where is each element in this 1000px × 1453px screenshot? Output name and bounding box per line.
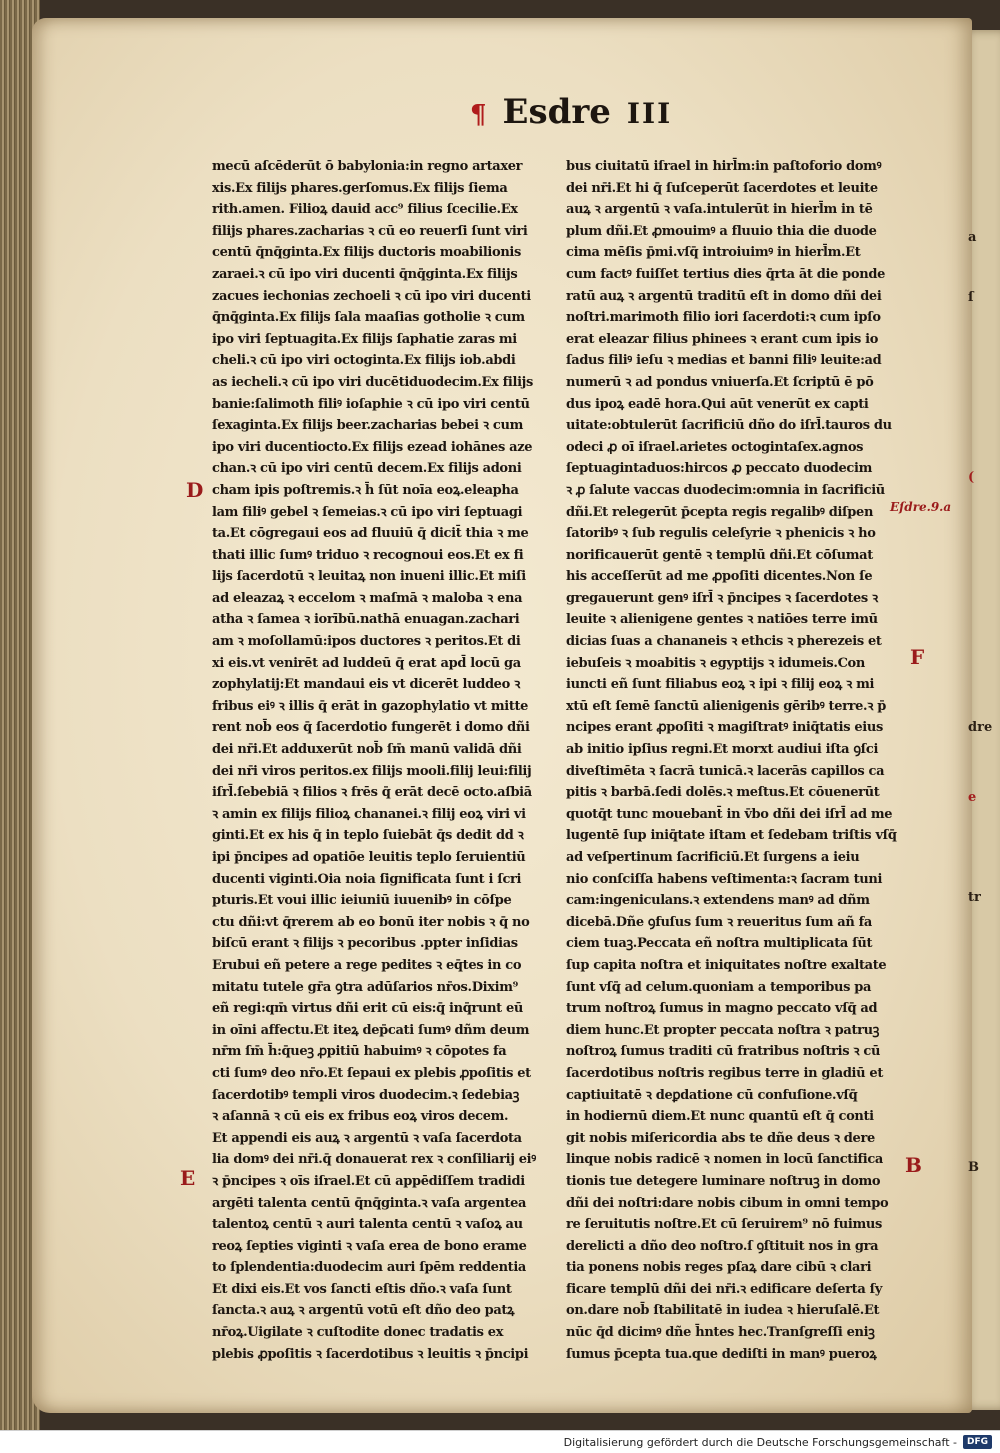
left-column-line: lijs ſacerdotū ꝛ leuitaꝝ non inueni illic.Et miſi <box>212 569 526 585</box>
left-column-line: xi eis.vt venirēt ad luddeū q̄ erat apd̄ locū ga <box>212 655 521 671</box>
left-column-line: plebis ꝓpoſitis ꝛ ſacerdotibus ꝛ leuitis ꝛ p̄ncipi <box>212 1346 529 1362</box>
left-column-line: nr̄oꝝ.Uigilate ꝛ cuſtodite donec tradatis ex <box>212 1325 504 1341</box>
right-column-line: ſumus p̄cepta tua.que dediſti in manꝰ pueroꝝ <box>566 1346 877 1362</box>
right-column-line: diem hunc.Et propter peccata noſtra ꝛ patruꝫ <box>566 1022 880 1038</box>
right-column-line: pitis ꝛ barbā.ſedi dolēs.ꝛ meſtus.Et cōuenerūt <box>566 785 880 801</box>
right-column-line: dei nr̄i.Et hi q̄ ſuſceperūt ſacerdotes et leuite <box>566 180 878 196</box>
right-column-line: ficare templū dñi dei nr̄i.ꝛ edificare deſerta ſy <box>566 1281 883 1297</box>
right-column-line: leuite ꝛ alienigene gentes ꝛ natiōes terre imū <box>566 612 878 628</box>
left-column-line: atha ꝛ ſamea ꝛ iorībū.nathā enuagan.zachari <box>212 612 520 628</box>
facing-page-fragment: dre <box>968 720 993 735</box>
facing-page-fragment: e <box>968 790 977 805</box>
left-column-line: ipi p̄ncipes ad opatiōe leuitis teplo ſeruientiū <box>212 850 526 865</box>
footer-bar <box>0 1430 1000 1453</box>
right-column-line: git nobis miſericordia abs te dñe deus ꝛ dere <box>566 1130 875 1146</box>
left-column-line: thati illic ſumꝰ triduo ꝛ recognoui eos.Et ex fi <box>212 547 524 563</box>
left-column-line: banie:ſalimoth filiꝰ ioſaphie ꝛ cū ipo viri centū <box>212 396 530 412</box>
right-column-line: gregauerunt genꝰ iſrl̄ ꝛ p̄ncipes ꝛ ſacerdotes ꝛ <box>566 590 878 606</box>
left-column-line: eñ regi:qm̄ virtus dñi erit cū eis:q̄ inq̄runt eū <box>212 1001 524 1017</box>
right-column-line: iuncti eñ ſunt filiabus eoꝝ ꝛ ipi ꝛ filij eoꝝ ꝛ mi <box>566 677 875 693</box>
right-column-line: ſunt vſq̄ ad celum.quoniam a temporibus pa <box>566 979 872 995</box>
facing-page-fragment: ( <box>968 470 975 485</box>
left-column-line: rith.amen. Filioꝝ dauid acc⁹ filius ſcecilie.Ex <box>212 202 518 218</box>
right-column-line: xtū eſt ſemē ſanctū alienigenis gēribꝰ terre.ꝛ p̄ <box>566 698 886 714</box>
left-column-line: fribus eiꝰ ꝛ illis q̄ erāt in gazophylatio vt mitte <box>212 698 529 714</box>
right-column-line: odeci ꝓ oī iſrael.arietes octogintaſex.agnos <box>566 439 864 455</box>
left-column-line: cheli.ꝛ cū ipo viri octoginta.Ex filijs iob.abdi <box>212 353 516 369</box>
footer-credit: Digitalisierung gefördert durch die Deutsche Forschungsgemeinschaft - <box>563 1435 957 1449</box>
right-column-line: noſtri.marimoth filio iori ſacerdoti:ꝛ cum ipſo <box>566 310 881 326</box>
facing-page-fragment: tr <box>968 890 981 905</box>
right-column-line: linque nobis radicē ꝛ nomen in locū ſanctifica <box>566 1152 884 1168</box>
left-column-line: iſrl̄.ſebebiā ꝛ filios ꝛ frēs q̄ erāt decē octo.aſbiā <box>212 785 532 801</box>
right-column-line: his acceſſerūt ad me ꝓpoſiti dicentes.Non ſe <box>566 569 873 585</box>
left-column-line: biſcū erant ꝛ filijs ꝛ pecoribus .ppter inſidias <box>212 936 518 952</box>
right-column-line: iebuſeis ꝛ moabitis ꝛ egyptijs ꝛ idumeis.Con <box>566 655 865 671</box>
left-column-line: am ꝛ moſollamū:ipos ductores ꝛ peritos.Et di <box>212 634 521 650</box>
right-column-line: ſacerdotibus noſtris regibus terre in gladiū et <box>566 1065 883 1081</box>
left-column-line: cti ſumꝰ deo nr̄o.Et ſepaui ex plebis ꝓpoſitis et <box>212 1065 531 1081</box>
left-column-line: ꝛ aſannā ꝛ cū eis ex fribus eoꝝ viros decem. <box>212 1109 509 1125</box>
left-column-line: ſacerdotibꝰ templi viros duodecim.ꝛ ſedebiaꝫ <box>212 1087 520 1103</box>
right-column-line: uitate:obtulerūt ſacrificiū dño do iſrl̄.tauros du <box>566 418 892 434</box>
right-column-line: nūc q̄d dicimꝰ dñe h̄ntes hec.Tranſgreſſi eniꝫ <box>566 1325 875 1341</box>
left-column-line: ipo viri ſeptuagita.Ex filijs ſaphatie zaras mi <box>212 331 517 347</box>
margin-letter-b: B <box>905 1153 922 1177</box>
right-column-line: bus ciuitatū iſrael in hirl̄m:in paſtoforio domꝰ <box>566 159 882 174</box>
right-column-line: cam:ingeniculans.ꝛ extendens manꝰ ad dñm <box>566 893 870 909</box>
left-column-line: ad eleazaꝝ ꝛ eccelom ꝛ maſmā ꝛ maloba ꝛ ena <box>212 590 523 606</box>
left-column-line: ctu dñi:vt q̄rerem ab eo bonū iter nobis ꝛ q̄ no <box>212 914 530 930</box>
right-column-line: ratū auꝝ ꝛ argentū traditū eſt in domo dñi dei <box>566 288 882 304</box>
left-column-line: Et appendi eis auꝝ ꝛ argentū ꝛ vaſa ſacerdota <box>212 1130 522 1146</box>
right-column-line: nio conſciſſa habens veſtimenta:ꝛ ſacram tuni <box>566 871 883 887</box>
left-column-line: chan.ꝛ cū ipo viri centū decem.Ex filijs adoni <box>212 461 522 477</box>
right-column-line: ꝛ ꝓ ſalute vaccas duodecim:omnia in ſacrificiū <box>566 482 885 498</box>
left-column-line: ſancta.ꝛ auꝝ ꝛ argentū votū eſt dño deo patꝝ <box>212 1303 515 1319</box>
left-column-line: as iecheli.ꝛ cū ipo viri ducētiduodecim.Ex filijs <box>212 374 533 390</box>
left-column-line: ipo viri ducentiocto.Ex filijs ezead iohānes aze <box>212 439 533 455</box>
left-text-column <box>212 156 548 1362</box>
right-column-line: lugentē ſup iniq̄tate iſtam et ſedebam triſtis vſq̄ <box>566 828 897 844</box>
running-head-number: III <box>626 97 673 130</box>
right-column-line: tia ponens nobis reges pſaꝝ dare cibū ꝛ clari <box>566 1260 872 1276</box>
left-column-line: ginti.Et ex his q̄ in teplo ſuiebāt q̄s dedit dd ꝛ <box>212 828 524 844</box>
left-column-line: nr̄m ſm̄ h̄:q̄ueꝫ ꝓpitiū habuimꝰ ꝛ cōpotes fa <box>212 1044 507 1060</box>
facing-page-fragment: ſ <box>968 290 974 305</box>
left-column-line: mecū aſcēderūt ō babylonia:in regno artaxer <box>212 159 523 174</box>
left-column-line: ducenti viginti.Oia noia ſignificata ſunt i ſcri <box>212 871 522 887</box>
left-column-line: pturis.Et voui illic ieiuniū iuuenibꝰ in cōſpe <box>212 893 512 909</box>
left-column-line: Et dixi eis.Et vos ſancti eſtis dño.ꝛ vaſa ſunt <box>212 1281 512 1297</box>
running-head-title: Esdre <box>502 92 611 132</box>
right-column-line: captiuitatē ꝛ deꝑdatione cū confuſione.vſq̄ <box>566 1087 858 1103</box>
left-column-line: filijs phares.zacharias ꝛ cū eo reuerſi ſunt viri <box>212 223 528 239</box>
right-column-line: plum dñi.Et ꝓmouimꝰ a fluuio thia die duode <box>566 223 877 239</box>
left-column-line: in oīni affectu.Et iteꝝ dep̄cati ſumꝰ dñm deum <box>212 1022 530 1038</box>
right-column-line: ſadus filiꝰ ieſu ꝛ medias et banni filiꝰ leuite:ad <box>566 353 882 369</box>
left-column-line: xis.Ex filijs phares.gerſomus.Ex filijs ſiema <box>212 180 508 196</box>
facing-page-fragment: B <box>968 1160 979 1175</box>
left-column-line: zophylatij:Et mandaui eis vt dicerēt luddeo ꝛ <box>212 677 520 693</box>
left-column-line: argēti talenta centū q̄nq̄ginta.ꝛ vaſa argentea <box>212 1195 527 1211</box>
right-column-line: noſtroꝝ ſumus traditi cū fratribus noſtris ꝛ cū <box>566 1044 881 1060</box>
running-head <box>470 92 673 136</box>
margin-letter-d: D <box>186 478 204 502</box>
right-column-line: dñi dei noſtri:dare nobis cibum in omni tempo <box>566 1195 889 1211</box>
right-column-line: auꝝ ꝛ argentū ꝛ vaſa.intulerūt in hierl̄m in tē <box>566 202 873 218</box>
right-column-line: quotq̄t tunc mouebant̄ in v̄bo dñi dei iſrl̄ ad me <box>566 806 893 822</box>
left-column-line: zaraei.ꝛ cū ipo viri ducenti q̄nq̄ginta.Ex filijs <box>212 266 518 282</box>
right-column-line: on.dare nob̄ ſtabilitatē in iudea ꝛ hieruſalē.Et <box>566 1303 880 1319</box>
left-column-line: dei nr̄i viros peritos.ex filijs mooli.filij leui:filij <box>212 763 532 779</box>
right-column-line: dicias ſuas a chananeis ꝛ ethcis ꝛ pherezeis et <box>566 634 882 650</box>
right-column-line: trum noſtroꝝ ſumus in magno peccato vſq̄ ad <box>566 1001 878 1017</box>
left-column-line: lia domꝰ dei nr̄i.q̄ donauerat rex ꝛ conſiliarij eiꝰ <box>212 1152 536 1168</box>
left-column-line: q̄nq̄ginta.Ex filijs ſala maaſias gotholie ꝛ cum <box>212 310 525 326</box>
right-column-line: ad veſpertinum ſacrificiū.Et ſurgens a ieiu <box>566 850 860 865</box>
right-column-line: dus ipoꝝ eadē hora.Qui aūt venerūt ex capti <box>566 396 869 412</box>
right-column-line: ſeptuagintaduos:hircos ꝓ peccato duodecim <box>566 461 872 477</box>
left-column-line: lam filiꝰ gebel ꝛ ſemeias.ꝛ cū ipo viri ſeptuagi <box>212 504 523 520</box>
margin-note-cross-reference: Eſdre.9.a <box>890 500 952 514</box>
right-column-line: cum factꝰ fuiſſet tertius dies q̄rta āt die ponde <box>566 266 885 282</box>
left-column-line: talentoꝝ centū ꝛ auri talenta centū ꝛ vaſoꝝ au <box>212 1217 523 1233</box>
facing-page-fragment: a <box>968 230 977 245</box>
right-column-line: ciem tuaꝫ.Peccata eñ noſtra multiplicata ſūt <box>566 936 873 952</box>
dfg-logo: DFG <box>963 1435 992 1449</box>
right-column-line: dicebā.Dñe ꝯfuſus ſum ꝛ reueritus ſum añ fa <box>566 914 872 930</box>
left-column-line: centū q̄nq̄ginta.Ex filijs ductoris moabilionis <box>212 245 521 261</box>
left-column-line: dei nr̄i.Et adduxerūt nob̄ ſm̄ manū validā dñi <box>212 742 522 758</box>
left-column-line: ꝛ p̄ncipes ꝛ oīs iſrael.Et cū appēdiſſem tradidi <box>212 1173 525 1189</box>
right-column-line: in hodiernū diem.Et nunc quantū eſt q̄ conti <box>566 1109 874 1125</box>
left-column-line: reoꝝ ſepties viginti ꝛ vaſa erea de bono erame <box>212 1238 527 1254</box>
right-column-line: dñi.Et relegerūt p̄cepta regis regalibꝰ diſpen <box>566 504 874 520</box>
pilcrow-mark: ¶ <box>470 100 487 130</box>
right-text-column <box>566 156 902 1362</box>
margin-letter-e: E <box>180 1166 196 1190</box>
left-column-line: Erubui eñ petere a rege pedites ꝛ eq̄tes in co <box>212 957 522 973</box>
left-column-line: cham ipis poſtremis.ꝛ h̄ ſūt noīa eoꝝ.eleapha <box>212 482 519 498</box>
right-column-line: ab initio ipſius regni.Et morxt audiui iſta ꝯſci <box>566 742 879 758</box>
right-column-line: derelicti a dño deo noſtro.ſ ꝯſtituit nos in gra <box>566 1238 879 1254</box>
right-column-line: tionis tue detegere luminare noſtruꝫ in domo <box>566 1173 881 1189</box>
right-column-line: numerū ꝛ ad pondus vniuerſa.Et ſcriptū ē pō <box>566 374 874 390</box>
left-column-line: rent nob̄ eos q̄ ſacerdotio fungerēt i domo dñi <box>212 720 530 736</box>
left-column-line: mitatu tutele gr̄a ꝯtra adūſarios nr̄os.Dixim⁹ <box>212 979 518 995</box>
right-column-line: ſatoribꝰ ꝛ ſub regulis celeſyrie ꝛ phenicis ꝛ ho <box>566 526 876 542</box>
right-column-line: re ſeruitutis noſtre.Et cū ſeruirem⁹ nō fuimus <box>566 1217 882 1233</box>
left-column-line: zacues iechonias zechoeli ꝛ cū ipo viri ducenti <box>212 288 531 304</box>
margin-letter-f: F <box>910 645 925 669</box>
right-column-line: diveſtimēta ꝛ ſacrā tunicā.ꝛ lacerās capillos ca <box>566 763 885 779</box>
right-column-line: erat eleazar filius phinees ꝛ erant cum ipis io <box>566 331 879 347</box>
right-column-line: ncipes erant ꝓpoſiti ꝛ magiſtratꝰ iniq̄tatis eius <box>566 720 883 736</box>
left-column-line: ta.Et cōgregaui eos ad fluuiū q̄ dicit̄ thia ꝛ me <box>212 526 529 542</box>
right-column-line: norificauerūt gentē ꝛ templū dñi.Et cōſumat <box>566 547 873 563</box>
left-column-line: ſexaginta.Ex filijs beer.zacharias bebei ꝛ cum <box>212 418 523 434</box>
right-column-line: ſup capita noſtra et iniquitates noſtre exaltate <box>566 957 887 973</box>
right-column-line: cima mēſis p̄mi.vſq̄ introiuimꝰ in hierl̄m.Et <box>566 245 861 261</box>
left-column-line: to ſplendentia:duodecim auri ſpēm reddentia <box>212 1260 526 1276</box>
left-column-line: ꝛ amin ex filijs filioꝝ chananei.ꝛ filij eoꝝ viri vi <box>212 806 526 822</box>
